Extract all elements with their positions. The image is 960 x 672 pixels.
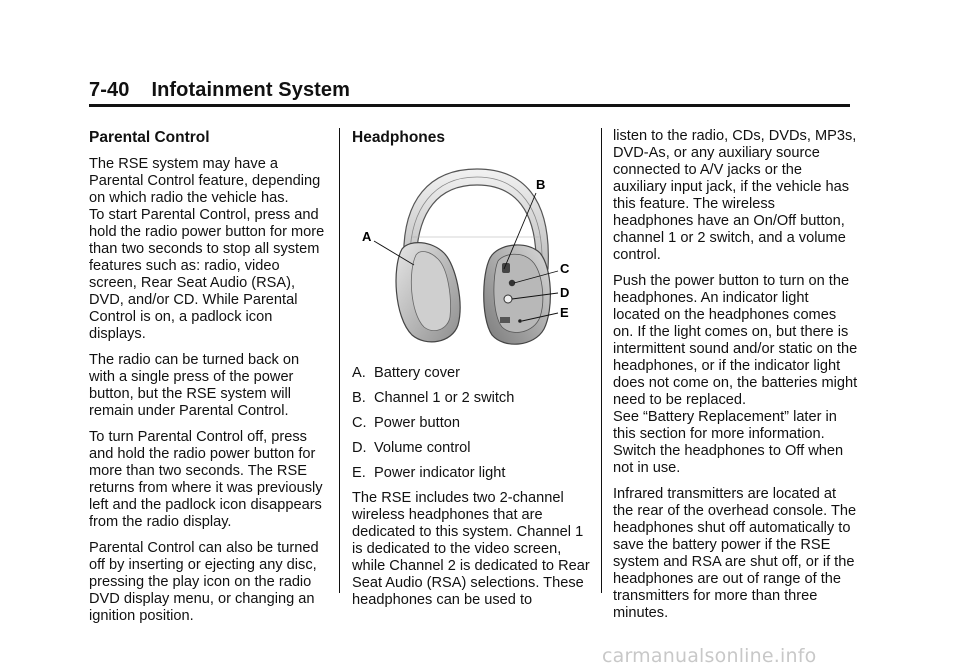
paragraph: Parental Control can also be turned off by inserting or ejecting any disc, pressing the play icon on the radio DVD display menu, or changing an ignition position. xyxy=(89,540,319,624)
indicator-light-icon xyxy=(518,319,522,323)
channel-switch-icon xyxy=(500,317,510,323)
callout-c: C xyxy=(560,261,570,276)
page-header xyxy=(89,79,350,102)
paragraph: To start Parental Control, press and hold the radio power button for more than two seconds to stop all system features such as: radio, video screen, Rear Seat Audio (RSA), DVD, and/or CD. While Parental Control is on, a padlock icon displays. xyxy=(89,207,325,342)
legend-item xyxy=(352,415,592,432)
legend-item xyxy=(352,365,592,382)
column-divider-2 xyxy=(601,128,602,593)
legend-letter: D. xyxy=(352,440,367,456)
callout-a: A xyxy=(362,229,372,244)
column-2 xyxy=(352,127,592,618)
legend-letter: E. xyxy=(352,465,366,481)
paragraph: The RSE system may have a Parental Control feature, depending on which radio the vehicle has. xyxy=(89,156,321,206)
legend-letter: A. xyxy=(352,365,366,381)
column-divider-1 xyxy=(339,128,340,593)
headphones-figure xyxy=(352,157,592,357)
volume-control-icon xyxy=(504,295,512,303)
section-title: Infotainment System xyxy=(151,79,351,101)
legend-text: Channel 1 or 2 switch xyxy=(374,390,515,406)
paragraph: Switch the headphones to Off when not in use. xyxy=(613,443,844,476)
callout-e: E xyxy=(560,305,569,320)
headphones-illustration xyxy=(352,157,592,357)
paragraph: The RSE includes two 2-channel wireless headphones that are dedicated to this system. Channel 1 is dedicated to the video screen, while Channel 2 is dedicated to Rear Seat Audio (RSA) selections. These headphones can be used to xyxy=(352,490,590,608)
legend-text: Volume control xyxy=(374,440,471,456)
legend-text: Power button xyxy=(374,415,460,431)
headphones-heading: Headphones xyxy=(352,129,446,146)
legend-letter: C. xyxy=(352,415,367,431)
legend-letter: B. xyxy=(352,390,366,406)
callout-b: B xyxy=(536,177,546,192)
legend-item xyxy=(352,440,592,457)
legend-text: Power indicator light xyxy=(374,465,506,481)
legend-item xyxy=(352,465,592,482)
watermark: carmanualsonline.info xyxy=(602,645,817,667)
parental-control-heading: Parental Control xyxy=(89,129,210,146)
page-number: 7-40 xyxy=(89,79,130,101)
paragraph: The radio can be turned back on with a single press of the power button, but the RSE system will remain under Parental Control. xyxy=(89,352,300,419)
column-1 xyxy=(89,127,325,634)
column-3 xyxy=(613,128,858,631)
paragraph: To turn Parental Control off, press and hold the radio power button for more than two seconds. The RSE returns from where it was previously left and the padlock icon disappears from the radio display. xyxy=(89,429,323,530)
paragraph: Infrared transmitters are located at the rear of the overhead console. The headphones shut off automatically to save the battery power if the RSE system and RSA are shut off, or if the headphones are out of range of the transmitters for more than three minutes. xyxy=(613,486,857,621)
paragraph: See “Battery Replacement” later in this section for more information. xyxy=(613,409,837,442)
paragraph: listen to the radio, CDs, DVDs, MP3s, DVD-As, or any auxiliary source connected to A/V jacks or the auxiliary input jack, if the vehicle has this feature. The wireless headphones have an On/Off button, channel 1 or 2 switch, and a volume control. xyxy=(613,128,857,263)
header-rule xyxy=(89,104,850,107)
paragraph: Push the power button to turn on the headphones. An indicator light located on the headphones comes on. If the light comes on, but there is intermittent sound and/or static on the headphones, or if the indicator light does not come on, the batteries might need to be replaced. xyxy=(613,273,858,408)
figure-legend xyxy=(352,365,592,482)
legend-text: Battery cover xyxy=(374,365,460,381)
legend-item xyxy=(352,390,592,407)
callout-d: D xyxy=(560,285,570,300)
